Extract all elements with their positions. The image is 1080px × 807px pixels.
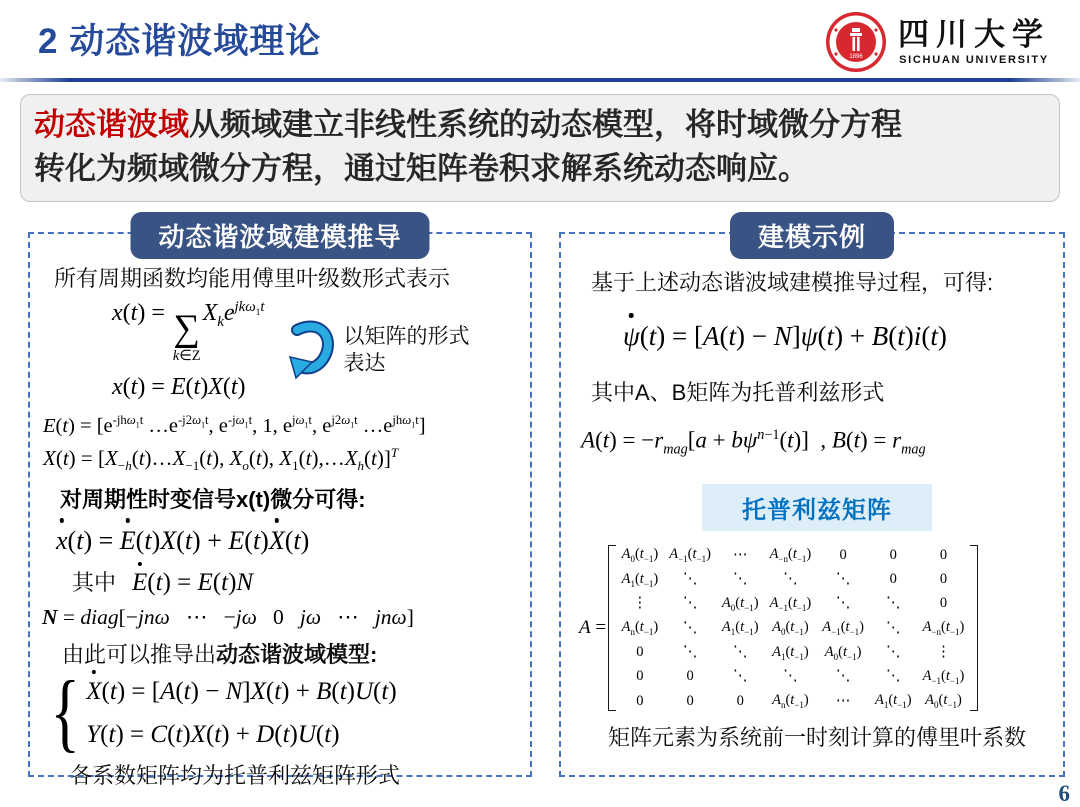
matrix-cell: ⋱ — [835, 595, 851, 612]
matrix-cell: 0 — [889, 546, 897, 563]
matrix-cell: ⋱ — [732, 571, 748, 588]
formula-psi-equation: ψ(t) = [A(t) − N]ψ(t) + B(t)i(t) — [623, 321, 947, 352]
matrix-cell: ⋱ — [886, 595, 901, 612]
arrow-label — [344, 323, 470, 378]
matrix-cell: 0 — [939, 546, 948, 563]
intro-highlight: 动态谐波域 — [34, 107, 189, 142]
matrix-form-annotation — [289, 319, 470, 381]
toeplitz-matrix — [579, 543, 1055, 713]
formula-matrix-form: x(t) = E(t)X(t) — [112, 374, 246, 401]
example-intro-text: 基于上述动态谐波域建模推导过程，可得: — [591, 270, 994, 296]
matrix-row — [616, 665, 970, 689]
curly-brace: { — [50, 664, 80, 762]
matrix-cell: ⋱ — [682, 571, 698, 588]
right-panel-footer: 矩阵元素为系统前一时刻计算的傅里叶系数 — [607, 725, 1026, 751]
matrix-cell: $A_{-1}(t_{-1})$ — [822, 619, 864, 638]
curved-arrow-icon — [289, 319, 335, 381]
formula-E-dot: E(t) = E(t)N — [132, 569, 254, 597]
matrix-bracket-right — [970, 545, 978, 711]
matrix-cell: $A_0(t_{-1})$ — [621, 546, 659, 565]
model-label-bold: 动态谐波域模型: — [216, 642, 378, 668]
matrix-cell: ⋱ — [835, 668, 851, 685]
matrix-cell: $A_{-1}(t_{-1})$ — [669, 546, 711, 565]
matrix-cell: ⋱ — [886, 643, 901, 660]
matrix-cell: $A_1(t_{-1})$ — [621, 570, 659, 589]
where-label: 其中 — [72, 570, 117, 596]
matrix-cell: ⋱ — [835, 571, 851, 588]
matrix-row — [616, 592, 970, 616]
model-label — [62, 638, 524, 669]
matrix-cell: 0 — [889, 571, 897, 588]
matrix-cell: 0 — [636, 668, 644, 685]
matrix-cell: 0 — [686, 668, 694, 685]
model-label-prefix: 由此可以推导出 — [62, 642, 217, 668]
page-title: 2 动态谐波域理论 — [38, 22, 322, 61]
matrix-cell: $A_{-1}(t_{-1})$ — [769, 595, 812, 613]
matrix-cell: $A_1(t_{-1})$ — [874, 692, 912, 710]
matrix-cell: $A_1(t_{-1})$ — [721, 619, 759, 638]
matrix-cell: ⋱ — [783, 571, 798, 588]
intro-line2: 转化为频域微分方程，通过矩阵卷积求解系统动态响应。 — [34, 151, 809, 187]
formula-output-equation: Y(t) = C(t)X(t) + D(t)U(t) — [86, 720, 340, 748]
left-panel-header: 动态谐波域建模推导 — [130, 212, 429, 259]
university-seal-icon — [824, 10, 888, 74]
university-logo — [824, 10, 1050, 74]
matrix-cell: 0 — [636, 692, 644, 709]
matrix-cell: $A_n(t_{-1})$ — [772, 692, 809, 710]
differentiation-label: 对周期性时变信号x(t)微分可得: — [60, 487, 366, 513]
fourier-intro-text: 所有周期函数均能用傅里叶级数形式表示 — [54, 266, 451, 292]
arrow-label-line2: 表达 — [343, 352, 386, 376]
university-logo-text — [898, 16, 1050, 66]
formula-E-vector: $E(t) = [e^{-jh\omega_1t}$ $\dots e^{-j2\omega_1t}$, $e^{-j\omega_1t}$, 1, $e^{j\omega_1t}$, $e^{j2\omega_1t}$ $\dots e^{jh\omega_1t}$] — [43, 413, 426, 437]
state-space-system — [44, 664, 524, 762]
matrix-cell: ⋮ — [632, 595, 648, 612]
matrix-cell: 0 — [839, 546, 847, 563]
matrix-cell: ⋱ — [783, 668, 798, 685]
university-name-cn: 四川大学 — [898, 16, 1050, 52]
intro-box — [20, 94, 1060, 202]
matrix-grid — [616, 543, 970, 713]
matrix-label: A = — [579, 617, 607, 639]
where-row — [72, 566, 524, 597]
matrix-cell: ⋯ — [835, 692, 851, 709]
matrix-cell: $A_{-n}(t_{-1})$ — [922, 619, 965, 638]
matrix-cell: ⋯ — [732, 546, 748, 563]
matrix-cell: 0 — [636, 643, 644, 660]
matrix-cell: $A_1(t_{-1})$ — [772, 643, 809, 662]
fourier-formula-row — [112, 299, 524, 401]
matrix-row — [616, 568, 970, 592]
matrix-cell: $A_n(t_{-1})$ — [621, 619, 659, 638]
matrix-cell: $A_{-n}(t_{-1})$ — [769, 546, 812, 565]
matrix-cell: $A_{-1}(t_{-1})$ — [922, 667, 965, 686]
left-panel — [28, 222, 532, 789]
left-panel-body — [30, 234, 530, 790]
formula-X-vector: $X(t) = [X_{-h}(t)\dots X_{-1}(t)$, $X_o(t)$, $X_1(t),\dots X_h(t)]^T$ — [43, 444, 399, 474]
right-panel — [559, 222, 1065, 777]
fourier-formulas — [112, 299, 265, 401]
arrow-label-line1: 以矩阵的形式 — [343, 324, 470, 348]
formula-AB-matrices: $A(t) = -r_{mag}[a + b\psi^{n-1}(t)]$ , $B(t) = r_{mag}$ — [581, 427, 926, 458]
intro-line1: 从频域建立非线性系统的动态模型，将时域微分方程 — [189, 107, 902, 142]
matrix-cell: ⋱ — [682, 643, 698, 660]
matrix-row — [616, 640, 970, 664]
university-name-en: SICHUAN UNIVERSITY — [899, 53, 1049, 66]
matrix-cell: $A_0(t_{-1})$ — [925, 692, 962, 710]
matrix-cell: $A_0(t_{-1})$ — [772, 619, 809, 638]
formula-N-diag: N = diag[−jnω ⋯ −jω 0 jω ⋯ jnω] — [42, 605, 414, 630]
matrix-cell: ⋱ — [886, 619, 901, 636]
matrix-cell: ⋱ — [682, 595, 698, 612]
slide-header — [0, 0, 1080, 72]
formula-derivative: x(t) = E(t)X(t) + E(t)X(t) — [56, 526, 310, 556]
left-panel-footer: 各系数矩阵均为托普利兹矩阵形式 — [70, 763, 401, 789]
title-divider — [0, 78, 1080, 82]
matrix-cell: ⋱ — [732, 643, 748, 660]
matrix-cell: 0 — [686, 692, 694, 709]
toeplitz-note: 其中A、B矩阵为托普利兹形式 — [591, 380, 885, 406]
formula-fourier-series: x(t) = ∑ k∈Z $X_ke^{jk\omega_1t}$ — [112, 299, 265, 364]
system-equations — [86, 678, 396, 749]
right-panel-header: 建模示例 — [730, 212, 894, 259]
matrix-cell: ⋱ — [886, 668, 901, 685]
matrix-row — [616, 689, 970, 713]
matrix-cell: 0 — [939, 571, 948, 588]
matrix-cell: ⋱ — [732, 668, 748, 685]
right-panel-body — [561, 234, 1063, 752]
matrix-row — [616, 616, 970, 640]
toeplitz-matrix-title: 托普利兹矩阵 — [702, 484, 932, 531]
matrix-row — [616, 543, 970, 567]
matrix-cell: $A_0(t_{-1})$ — [721, 595, 759, 613]
matrix-cell: 0 — [736, 692, 744, 709]
matrix-bracket-left — [608, 545, 616, 711]
matrix-cell: ⋮ — [936, 643, 951, 660]
content-columns — [28, 222, 1065, 789]
page-number: 6 — [1058, 781, 1070, 806]
matrix-cell: $A_0(t_{-1})$ — [824, 643, 862, 662]
matrix-cell: 0 — [939, 595, 948, 612]
formula-state-equation: X(t) = [A(t) − N]X(t) + B(t)U(t) — [86, 677, 397, 705]
matrix-cell: ⋱ — [682, 619, 698, 636]
seal-year: 1896 — [849, 54, 863, 60]
